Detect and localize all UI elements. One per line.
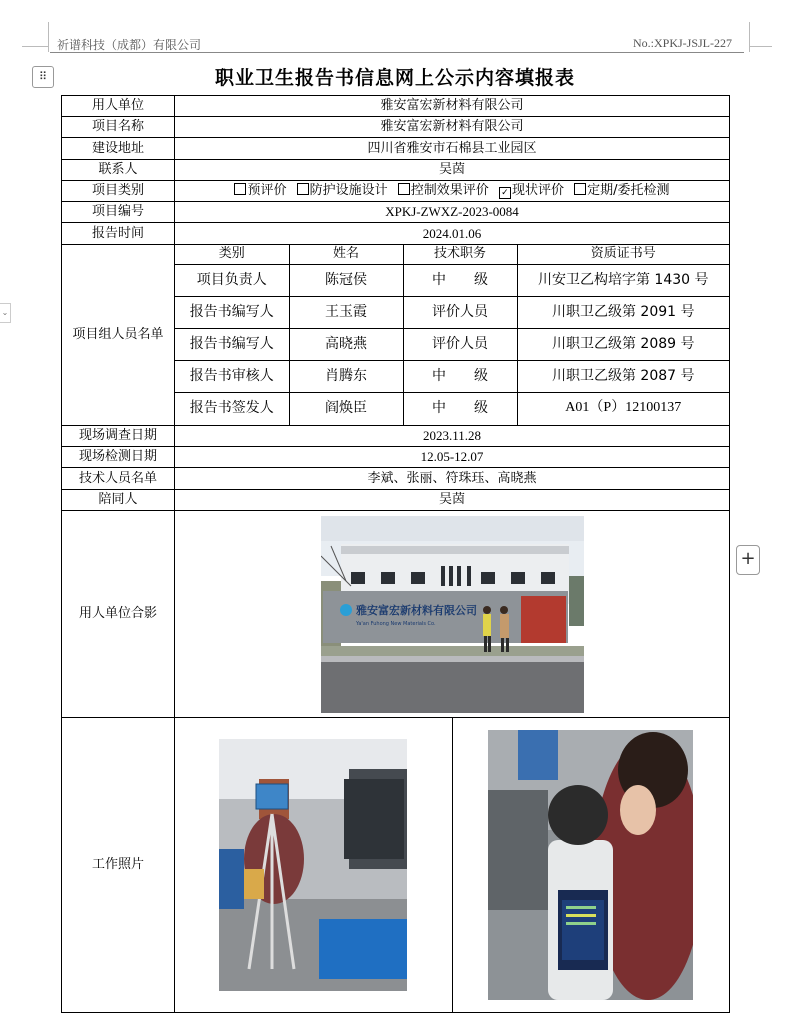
label-project-type: 项目类别 (62, 181, 175, 202)
sign-text: 雅安富宏新材料有限公司 (355, 603, 477, 617)
label-address: 建设地址 (62, 138, 175, 160)
option-protection-design[interactable]: 防护设施设计 (297, 183, 388, 198)
label-test-date: 现场检测日期 (62, 447, 175, 468)
label-group-photo: 用人单位合影 (62, 511, 175, 718)
member-name: 高晓燕 (289, 328, 403, 360)
value-survey-date: 2023.11.28 (175, 426, 730, 447)
chevron-down-icon[interactable]: ⌄ (0, 303, 11, 323)
label-project-name: 项目名称 (62, 117, 175, 138)
member-title: 中 级 (403, 264, 517, 296)
team-header-name: 姓名 (289, 245, 403, 264)
header-company: 祈谱科技（成都）有限公司 (57, 38, 202, 52)
checkbox-protection-design[interactable] (297, 183, 309, 195)
team-table (175, 245, 729, 425)
member-role: 项目负责人 (175, 264, 289, 296)
team-header-title: 技术职务 (403, 245, 517, 264)
checkbox-periodic-test[interactable] (574, 183, 586, 195)
table-row (175, 328, 729, 360)
table-row (175, 392, 729, 425)
member-name: 肖腾东 (289, 360, 403, 392)
label-contact: 联系人 (62, 160, 175, 181)
work-photo-1-image (219, 739, 407, 991)
sign-en: Ya'an Fuhong New Materials Co. (355, 620, 436, 627)
logo-icon (340, 604, 352, 616)
crop-mark-right-h (750, 46, 772, 47)
member-title: 中 级 (403, 360, 517, 392)
info-table (61, 95, 730, 1013)
value-tech-staff: 李斌、张丽、符珠珏、高晓燕 (175, 468, 730, 490)
value-escort: 吴茵 (175, 490, 730, 511)
table-row (175, 264, 729, 296)
member-role: 报告书编写人 (175, 296, 289, 328)
plus-icon[interactable]: + (736, 545, 760, 575)
member-title: 中 级 (403, 392, 517, 425)
value-contact: 吴茵 (175, 160, 730, 181)
member-cert: 川安卫乙构培字第 1430 号 (517, 264, 729, 296)
member-role: 报告书签发人 (175, 392, 289, 425)
crop-mark-right-v (749, 22, 750, 52)
value-project-type (175, 181, 730, 202)
table-row (175, 296, 729, 328)
member-name: 王玉霞 (289, 296, 403, 328)
drag-handle-icon[interactable]: ⠿ (32, 66, 54, 88)
option-control-effect[interactable]: 控制效果评价 (398, 183, 489, 198)
group-photo-image (321, 516, 584, 713)
label-survey-date: 现场调查日期 (62, 426, 175, 447)
checkbox-pre-eval[interactable] (234, 183, 246, 195)
member-cert: 川职卫乙级第 2089 号 (517, 328, 729, 360)
label-report-date: 报告时间 (62, 223, 175, 245)
value-project-name: 雅安富宏新材料有限公司 (175, 117, 730, 138)
label-team: 项目组人员名单 (62, 245, 175, 426)
member-title: 评价人员 (403, 328, 517, 360)
value-address: 四川省雅安市石棉县工业园区 (175, 138, 730, 160)
option-pre-eval[interactable]: 预评价 (234, 183, 286, 198)
label-project-no: 项目编号 (62, 202, 175, 223)
member-cert: 川职卫乙级第 2091 号 (517, 296, 729, 328)
checkbox-status-eval-checked[interactable]: ✓ (499, 187, 511, 199)
option-periodic-test[interactable]: 定期/委托检测 (574, 183, 669, 198)
label-employer: 用人单位 (62, 96, 175, 117)
work-photo-2-image (488, 730, 693, 1000)
header-divider (50, 52, 744, 53)
member-role: 报告书编写人 (175, 328, 289, 360)
label-escort: 陪同人 (62, 490, 175, 511)
label-work-photos: 工作照片 (62, 718, 175, 1013)
team-header-role: 类别 (175, 245, 289, 264)
member-name: 阎焕臣 (289, 392, 403, 425)
team-header-cert: 资质证书号 (517, 245, 729, 264)
value-project-no: XPKJ-ZWXZ-2023-0084 (175, 202, 730, 223)
table-row (175, 360, 729, 392)
member-cert: A01（P）12100137 (517, 392, 729, 425)
member-name: 陈冠侯 (289, 264, 403, 296)
member-role: 报告书审核人 (175, 360, 289, 392)
crop-mark-left-v (48, 22, 49, 52)
header-doc-no: No.:XPKJ-JSJL-227 (632, 36, 732, 50)
value-report-date: 2024.01.06 (175, 223, 730, 245)
document-title: 职业卫生报告书信息网上公示内容填报表 (214, 67, 575, 89)
checkbox-control-effect[interactable] (398, 183, 410, 195)
crop-mark-left-h (22, 46, 48, 47)
value-test-date: 12.05-12.07 (175, 447, 730, 468)
member-title: 评价人员 (403, 296, 517, 328)
value-employer: 雅安富宏新材料有限公司 (175, 96, 730, 117)
member-cert: 川职卫乙级第 2087 号 (517, 360, 729, 392)
label-tech-staff: 技术人员名单 (62, 468, 175, 490)
option-status-eval[interactable]: ✓ 现状评价 (499, 183, 564, 198)
